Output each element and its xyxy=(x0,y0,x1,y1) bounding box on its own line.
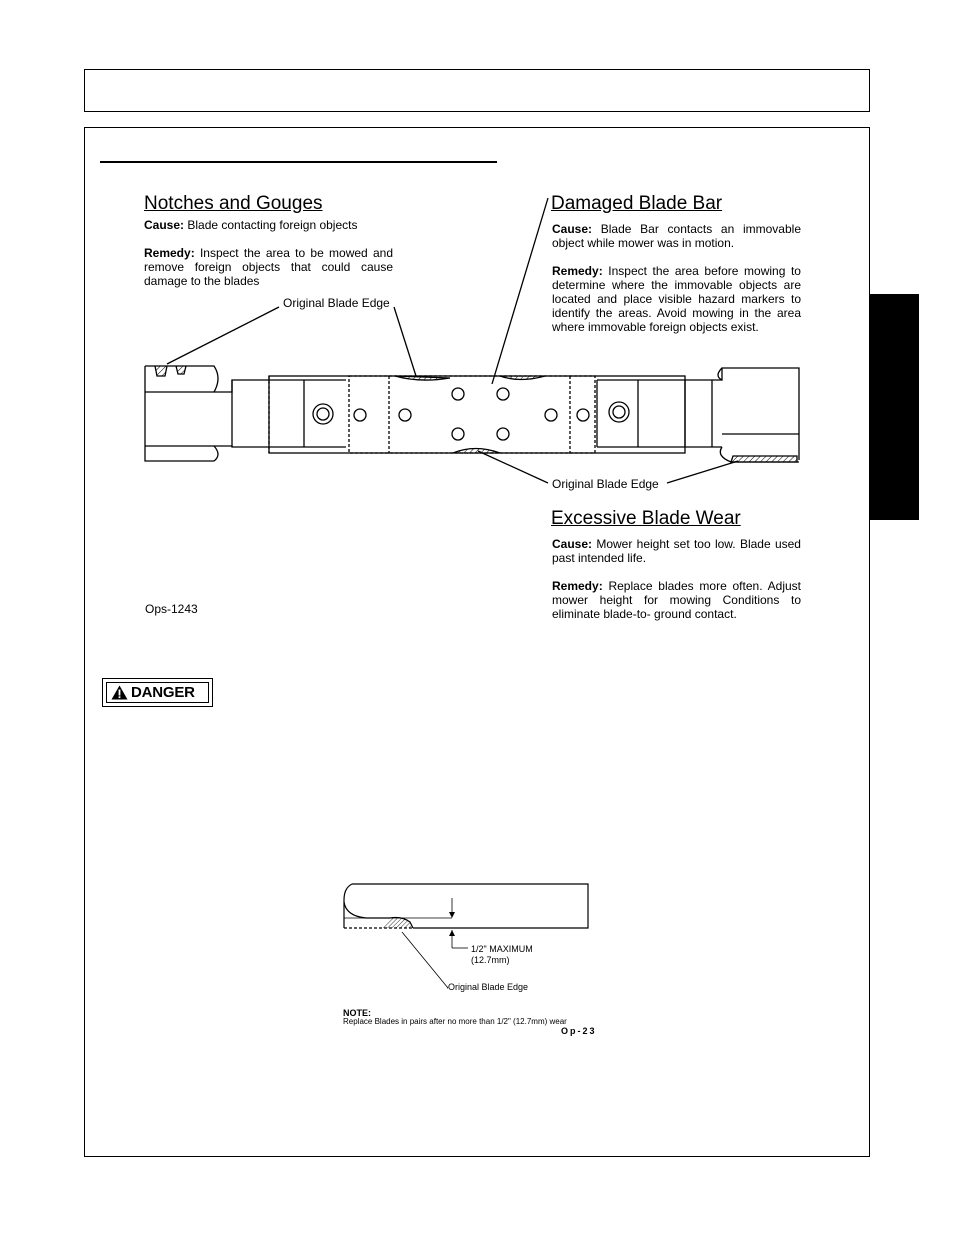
wear-cause-label: Cause: xyxy=(552,537,593,551)
damaged-cause-text: Blade Bar contacts an immovable object while mower was in motion. xyxy=(552,222,801,250)
damaged-remedy-text: Inspect the area before mowing to determine where the immovable objects are located and place visible hazard markers to identify the areas. Avoid mowing in the area where immovable foreign objects exist. xyxy=(552,264,801,334)
wear-measure-label: 1/2" MAXIMUM xyxy=(471,944,533,954)
wear-title: Excessive Blade Wear xyxy=(551,508,741,529)
wear-note-text: Replace Blades in pairs after no more than 1/2" (12.7mm) wear xyxy=(343,1017,567,1026)
edge-label-top: Original Blade Edge xyxy=(283,296,390,310)
diagram-ref-code: Ops-1243 xyxy=(145,602,198,616)
wear-edge-label: Original Blade Edge xyxy=(448,982,529,992)
wear-cause-text: Mower height set too low. Blade used past intended life. xyxy=(552,537,801,565)
notches-remedy-text: Inspect the area to be mowed and remove foreign objects that could cause damage to the blades xyxy=(144,246,393,288)
notches-remedy-label: Remedy: xyxy=(144,246,195,260)
wear-measure-metric: (12.7mm) xyxy=(471,955,510,965)
damaged-title: Damaged Blade Bar xyxy=(551,193,723,214)
wear-note-label: NOTE: xyxy=(343,1008,371,1018)
wear-ref-code: Op-23 xyxy=(561,1026,597,1036)
notches-title: Notches and Gouges xyxy=(144,193,323,214)
wear-remedy-label: Remedy: xyxy=(552,579,603,593)
danger-text: DANGER xyxy=(131,684,195,701)
notches-cause-text: Blade contacting foreign objects xyxy=(187,218,358,232)
damaged-cause-label: Cause: xyxy=(552,222,593,236)
edge-label-bottom: Original Blade Edge xyxy=(552,477,659,491)
damaged-remedy-label: Remedy: xyxy=(552,264,603,278)
wear-remedy-text: Replace blades more often. Adjust mower height for mowing Conditions to eliminate blade-to- ground contact. xyxy=(552,579,801,621)
notches-cause-label: Cause: xyxy=(144,218,185,232)
